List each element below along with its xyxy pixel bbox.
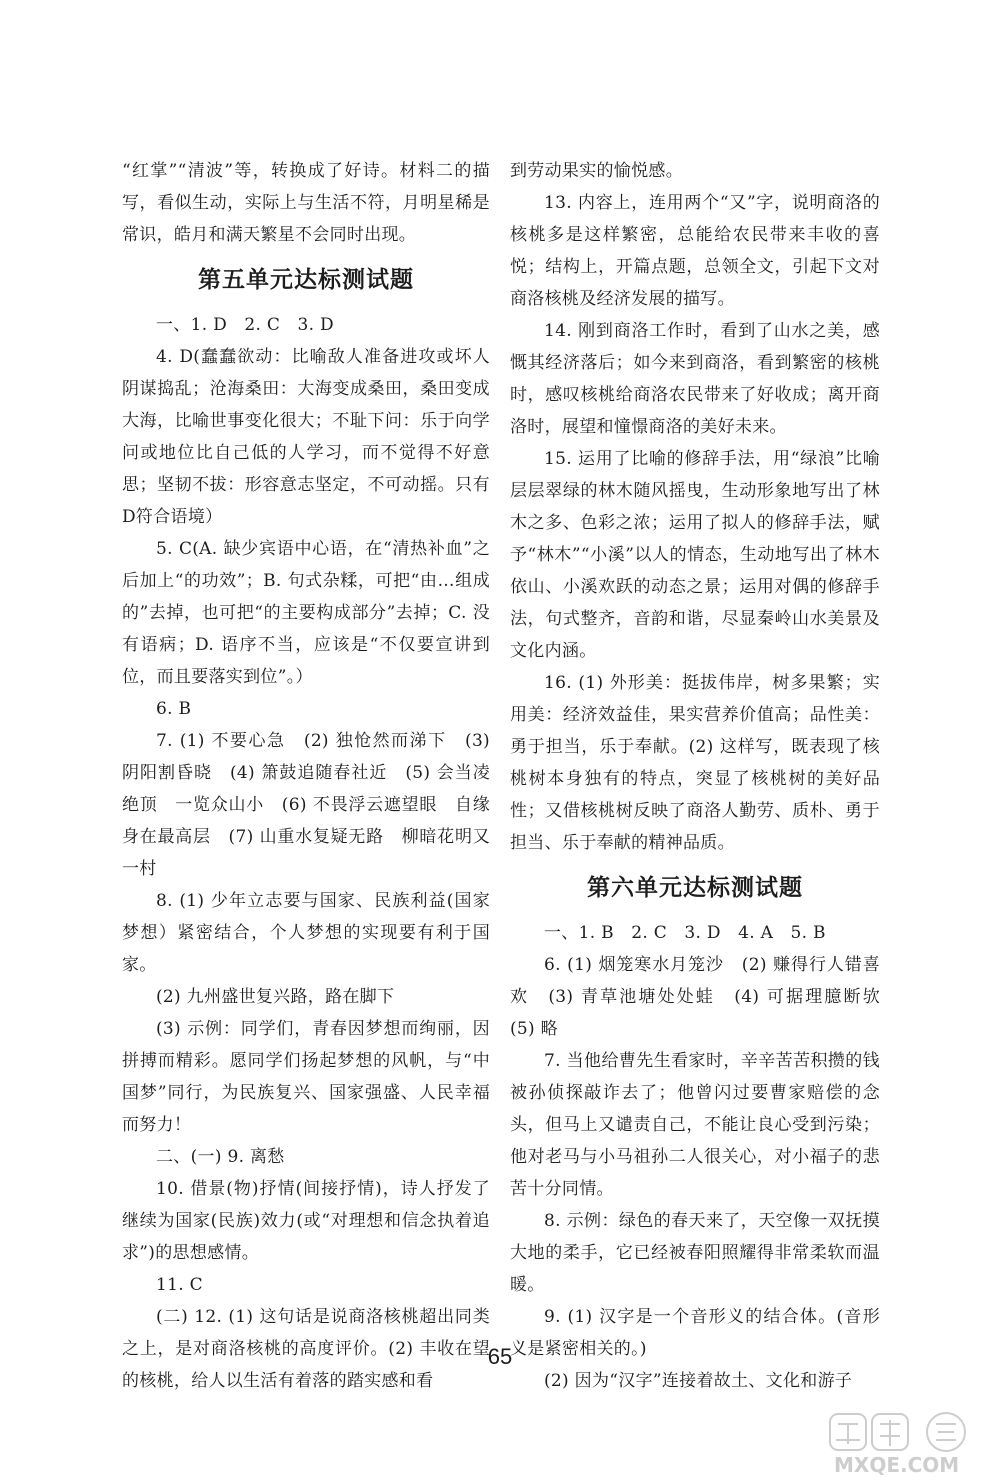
unit5-q4: 4. D(蠢蠢欲动：比喻敌人准备进攻或坏人阴谋捣乱；沧海桑田：大海变成桑田，桑田变成大海，比喻世事变化很大；不耻下问：乐于向学问或地位比自己低的人学习，而不觉得不好意思；坚韧不拔：形容意志坚定，不可动摇。只有D符合语境） <box>122 347 490 527</box>
unit6-q9-2: (2) 因为“汉字”连接着故土、文化和游子 <box>544 1371 853 1391</box>
unit5-q12: (二) 12. (1) 这句话是说商洛核桃超出同类之上，是对商洛核桃的高度评价。(2) 丰收在望的核桃，给人以生活有着落的踏实感和看 <box>122 1307 490 1391</box>
unit6-q1-5: 一、1. B 2. C 3. D 4. A 5. B <box>544 923 826 943</box>
unit5-q11: 11. C <box>156 1275 203 1295</box>
page-number: 65 <box>487 1344 513 1369</box>
unit5-q1-3: 一、1. D 2. C 3. D <box>156 315 334 335</box>
unit6-q8: 8. 示例：绿色的春天来了，天空像一双抚摸大地的柔手，它已经被春阳照耀得非常柔软而温暖。 <box>510 1211 880 1295</box>
unit5-q9: 二、(一) 9. 离愁 <box>156 1147 285 1167</box>
unit5-q6: 6. B <box>156 699 192 719</box>
unit6-q9-1: 9. (1) 汉字是一个音形义的结合体。(音形义是紧密相关的。) <box>510 1307 880 1359</box>
unit5-q10: 10. 借景(物)抒情(间接抒情)，诗人抒发了继续为国家(民族)效力(或“对理想和信念执着追求”)的思想感情。 <box>122 1179 490 1263</box>
unit5-q5: 5. C(A. 缺少宾语中心语，在“清热补血”之后加上“的功效”；B. 句式杂糅，可把“由…组成的”去掉，也可把“的主要构成部分”去掉；C. 没有语病；D. 语序不当，应该是“不仅要宣讲到位，而且要落实到位”。） <box>122 539 490 687</box>
unit5-q15: 15. 运用了比喻的修辞手法，用“绿浪”比喻层层翠绿的林木随风摇曳，生动形象地写出了林木之多、色彩之浓；运用了拟人的修辞手法，赋予“林木”“小溪”以人的情态，生动地写出了林木依山、小溪欢跃的动态之景；运用对偶的修辞手法，句式整齐，音韵和谐，尽显秦岭山水美景及文化内涵。 <box>510 449 880 661</box>
q12-continued: 到劳动果实的愉悦感。 <box>510 161 683 181</box>
unit5-q7: 7. (1) 不要心急 (2) 独怆然而涕下 (3) 阴阳割昏晓 (4) 箫鼓追随春社近 (5) 会当凌绝顶 一览众山小 (6) 不畏浮云遮望眼 自缘身在最高层 (7) 山重水复疑无路 柳暗花明又一村 <box>122 731 490 879</box>
unit5-q16: 16. (1) 外形美：挺拔伟岸，树多果繁；实用美：经济效益佳，果实营养价值高；品性美：勇于担当，乐于奉献。(2) 这样写，既表现了核桃树本身独有的特点，突显了核桃树的美好品性；又借核桃树反映了商洛人勤劳、质朴、勇于担当、乐于奉献的精神品质。 <box>510 673 880 853</box>
unit5-q14: 14. 刚到商洛工作时，看到了山水之美，感慨其经济落后；如今来到商洛，看到繁密的核桃时，感叹核桃给商洛农民带来了好收成；离开商洛时，展望和憧憬商洛的美好未来。 <box>510 321 880 437</box>
unit5-q8-3: (3) 示例：同学们，青春因梦想而绚丽，因拼搏而精彩。愿同学们扬起梦想的风帆，与“中国梦”同行，为民族复兴、国家强盛、人民幸福而努力！ <box>122 1019 490 1135</box>
unit5-q13: 13. 内容上，连用两个“又”字，说明商洛的核桃多是这样繁密，总能给农民带来丰收的喜悦；结构上，开篇点题，总领全文，引起下文对商洛核桃及经济发展的描写。 <box>510 193 880 309</box>
svg-text:MXQE.COM: MXQE.COM <box>834 1453 960 1477</box>
left-column <box>122 155 490 1397</box>
unit6-q7: 7. 当他给曹先生看家时，辛辛苦苦积攒的钱被孙侦探敲诈去了；他曾闪过要曹家赔偿的念头，但马上又谴责自己，不能让良心受到污染；他对老马与小马祖孙二人很关心，对小福子的悲苦十分同情。 <box>510 1051 880 1199</box>
unit5-q8-1: 8. (1) 少年立志要与国家、民族利益(国家梦想）紧密结合，个人梦想的实现要有利于国家。 <box>122 891 490 975</box>
material-two-paragraph: “红掌”“清波”等，转换成了好诗。材料二的描写，看似生动，实际上与生活不符，月明星稀是常识，皓月和满天繁星不会同时出现。 <box>122 161 490 245</box>
watermark-logo-icon <box>826 1410 988 1478</box>
unit6-q6: 6. (1) 烟笼寒水月笼沙 (2) 赚得行人错喜欢 (3) 青草池塘处处蛙 (4) 可据理臆断欤 (5) 略 <box>510 955 898 1039</box>
right-column <box>510 155 898 1397</box>
unit6-title: 第六单元达标测试题 <box>587 875 803 901</box>
unit5-q8-2: (2) 九州盛世复兴路，路在脚下 <box>156 987 395 1007</box>
unit5-title: 第五单元达标测试题 <box>198 267 414 293</box>
